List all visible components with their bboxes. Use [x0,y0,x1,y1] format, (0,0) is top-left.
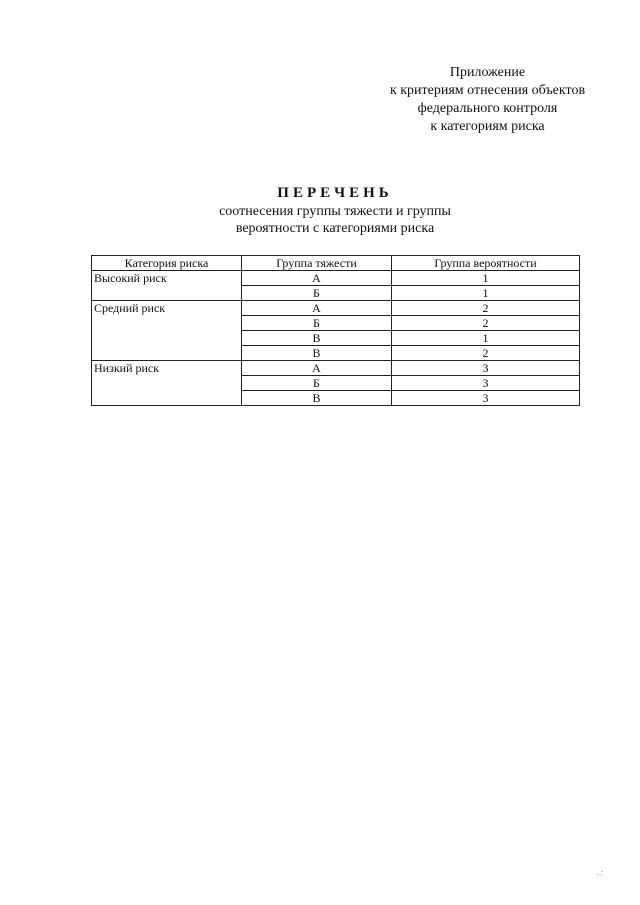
header-risk-category: Категория риска [92,256,242,271]
header-severity-group: Группа тяжести [242,256,392,271]
probability-cell: 1 [392,331,580,346]
scan-mark: ·.· [593,866,607,880]
table-row [92,301,580,316]
probability-cell: 1 [392,286,580,301]
table-row [92,271,580,286]
probability-cell: 2 [392,301,580,316]
probability-cell: 1 [392,271,580,286]
appendix-line: к критериям отнесения объектов [389,83,586,98]
appendix-line: к категориям риска [430,119,545,134]
subtitle-line: вероятности с категориями риска [235,221,435,236]
severity-cell: Б [242,286,392,301]
document-subtitle [180,203,490,237]
subtitle-line: соотнесения группы тяжести и группы [219,204,451,219]
severity-cell: В [242,346,392,361]
probability-cell: 3 [392,361,580,376]
risk-category-cell: Низкий риск [92,361,242,406]
probability-cell: 2 [392,316,580,331]
probability-cell: 3 [392,376,580,391]
appendix-line: Приложение [449,65,526,80]
severity-cell: А [242,301,392,316]
appendix-line: федерального контроля [417,101,558,116]
header-probability-group: Группа вероятности [392,256,580,271]
probability-cell: 3 [392,391,580,406]
risk-category-cell: Высокий риск [92,271,242,301]
severity-cell: В [242,391,392,406]
probability-cell: 2 [392,346,580,361]
severity-cell: Б [242,376,392,391]
severity-cell: Б [242,316,392,331]
document-title: ПЕРЕЧЕНЬ [277,185,393,201]
risk-category-cell: Средний риск [92,301,242,361]
appendix-heading [360,64,615,136]
severity-cell: А [242,361,392,376]
table-header-row [92,256,580,271]
risk-table [91,255,580,406]
severity-cell: А [242,271,392,286]
table-row [92,361,580,376]
severity-cell: В [242,331,392,346]
